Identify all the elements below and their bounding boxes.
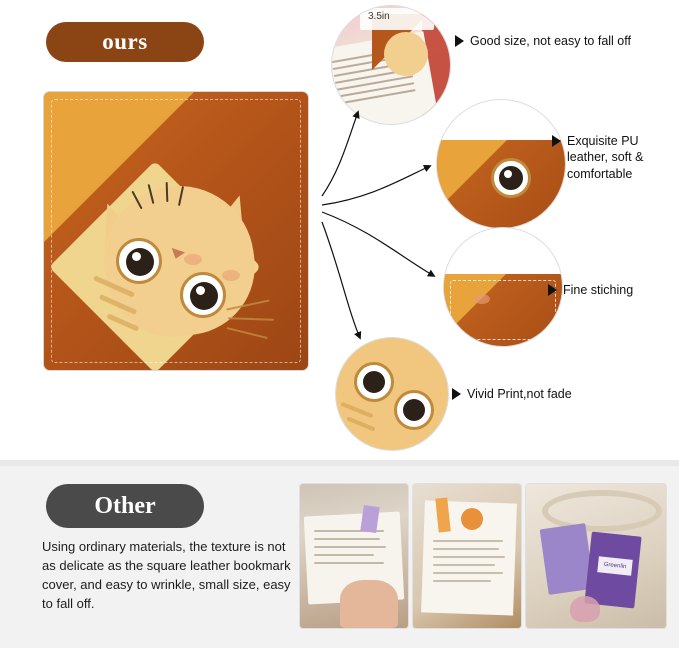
other-photo-desk [300,484,408,628]
triangle-right-icon [548,284,557,296]
bookmark-brand-label: Greenlin [597,556,632,575]
caption-print-text: Vivid Print,not fade [467,387,572,401]
caption-stitching [548,282,678,298]
ours-badge [46,22,204,62]
caption-leather [552,133,676,182]
other-photo-purple-bookmarks [526,484,666,628]
cat-blush [222,270,240,281]
caption-size [455,33,645,49]
callout-photo-size [332,6,450,124]
caption-print [452,386,652,402]
callout-photo-print [336,338,448,450]
cat-eye-glint [132,252,141,261]
ruler-label: 3.5in [368,11,390,22]
cat-illustration [76,176,280,366]
caption-size-text: Good size, not easy to fall off [470,34,631,48]
ruler-overlay [360,8,434,30]
caption-stitching-text: Fine stiching [563,283,634,297]
main-product-photo [44,92,308,370]
cat-whisker [228,317,274,321]
other-photo-bookmark [413,484,521,628]
ours-badge-label: ours [102,29,148,54]
callout-photo-stitching [444,228,562,346]
other-section [0,466,679,648]
cat-blush [184,254,202,265]
callout-photo-leather [437,100,565,228]
other-description: Using ordinary materials, the texture is not as delicate as the square leather bookmark cover, and easy to wrinkle, small size, easy to fall off. [42,539,291,611]
caption-leather-text: Exquisite PU leather, soft & comfortable [567,134,644,181]
other-badge [46,484,204,528]
cat-whisker [226,327,267,339]
other-badge-label: Other [94,492,156,519]
cat-eyelash [166,182,169,202]
triangle-right-icon [455,35,464,47]
triangle-right-icon [452,388,461,400]
cat-pupil-right [190,282,218,310]
triangle-right-icon [552,135,561,147]
cat-eye-glint [196,286,205,295]
cat-pupil-left [126,248,154,276]
